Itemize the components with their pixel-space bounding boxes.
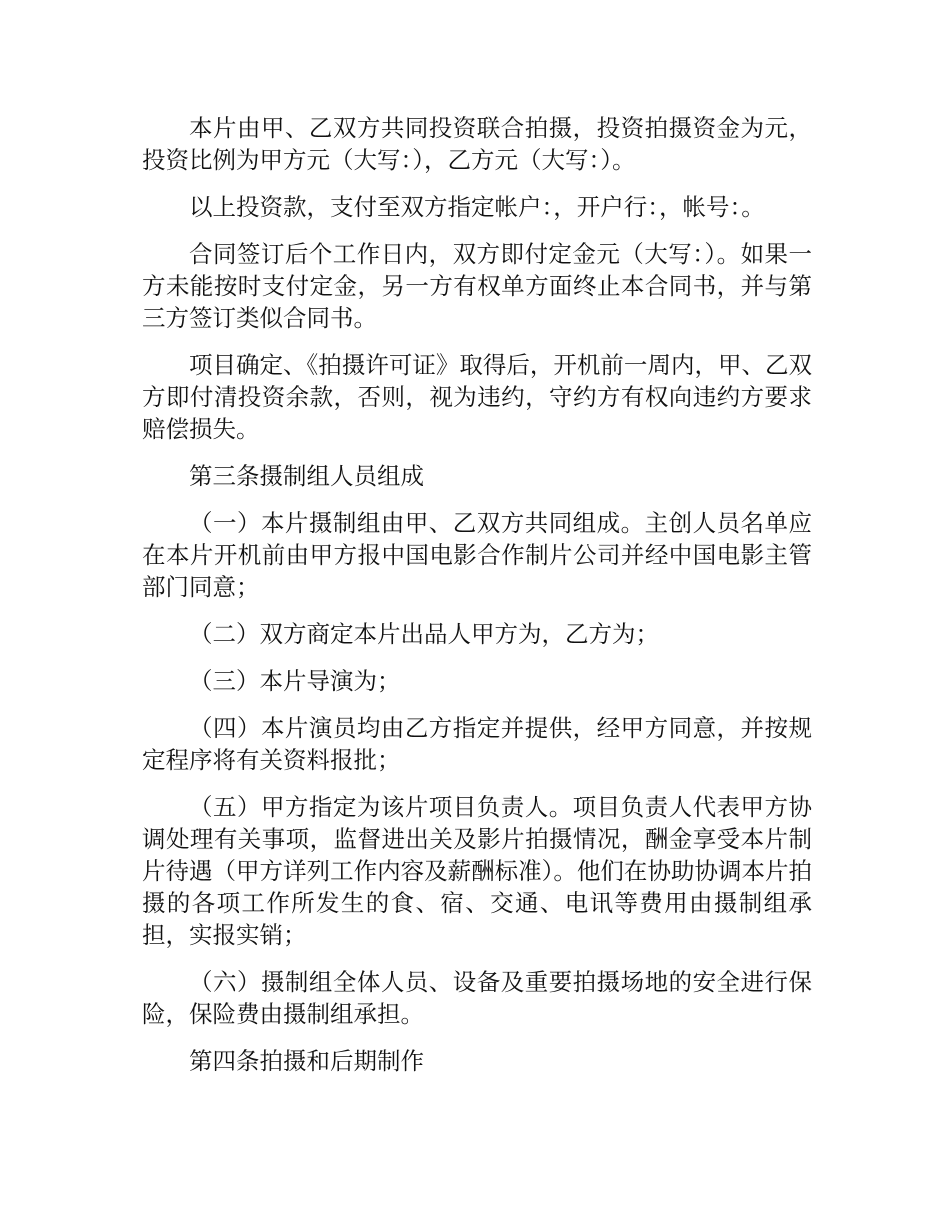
clause-item-4: （四）本片演员均由乙方指定并提供，经甲方同意，并按规定程序将有关资料报批； xyxy=(142,714,812,774)
clause-item-6: （六）摄制组全体人员、设备及重要拍摄场地的安全进行保险，保险费由摄制组承担。 xyxy=(142,968,812,1028)
section-heading-article-3: 第三条摄制组人员组成 xyxy=(189,462,424,490)
clause-item-1: （一）本片摄制组由甲、乙双方共同组成。主创人员名单应在本片开机前由甲方报中国电影合作制片公司并经中国电影主管部门同意； xyxy=(142,509,812,601)
paragraph-payment-account: 以上投资款，支付至双方指定帐户：，开户行：，帐号：。 xyxy=(189,193,765,221)
clause-item-5: （五）甲方指定为该片项目负责人。项目负责人代表甲方协调处理有关事项，监督进出关及影片拍摄情况，酬金享受本片制片待遇（甲方详列工作内容及薪酬标准）。他们在协助协调本片拍摄的各项工作所发生的食、宿、交通、电讯等费用由摄制组承担，实报实销； xyxy=(142,793,812,949)
clause-item-2: （二）双方商定本片出品人甲方为，乙方为； xyxy=(189,620,659,648)
clause-item-3: （三）本片导演为； xyxy=(189,667,401,695)
paragraph-balance-payment: 项目确定、《拍摄许可证》取得后，开机前一周内，甲、乙双方即付清投资余款，否则，视为违约，守约方有权向违约方要求赔偿损失。 xyxy=(142,351,812,443)
paragraph-deposit: 合同签订后个工作日内，双方即付定金元（大写：）。如果一方未能按时支付定金，另一方有权单方面终止本合同书，并与第三方签订类似合同书。 xyxy=(142,240,812,332)
paragraph-investment-ratio: 本片由甲、乙双方共同投资联合拍摄，投资拍摄资金为元，投资比例为甲方元（大写：），乙方元（大写：）。 xyxy=(142,114,812,174)
section-heading-article-4: 第四条拍摄和后期制作 xyxy=(189,1047,424,1075)
document-page xyxy=(142,112,812,1092)
